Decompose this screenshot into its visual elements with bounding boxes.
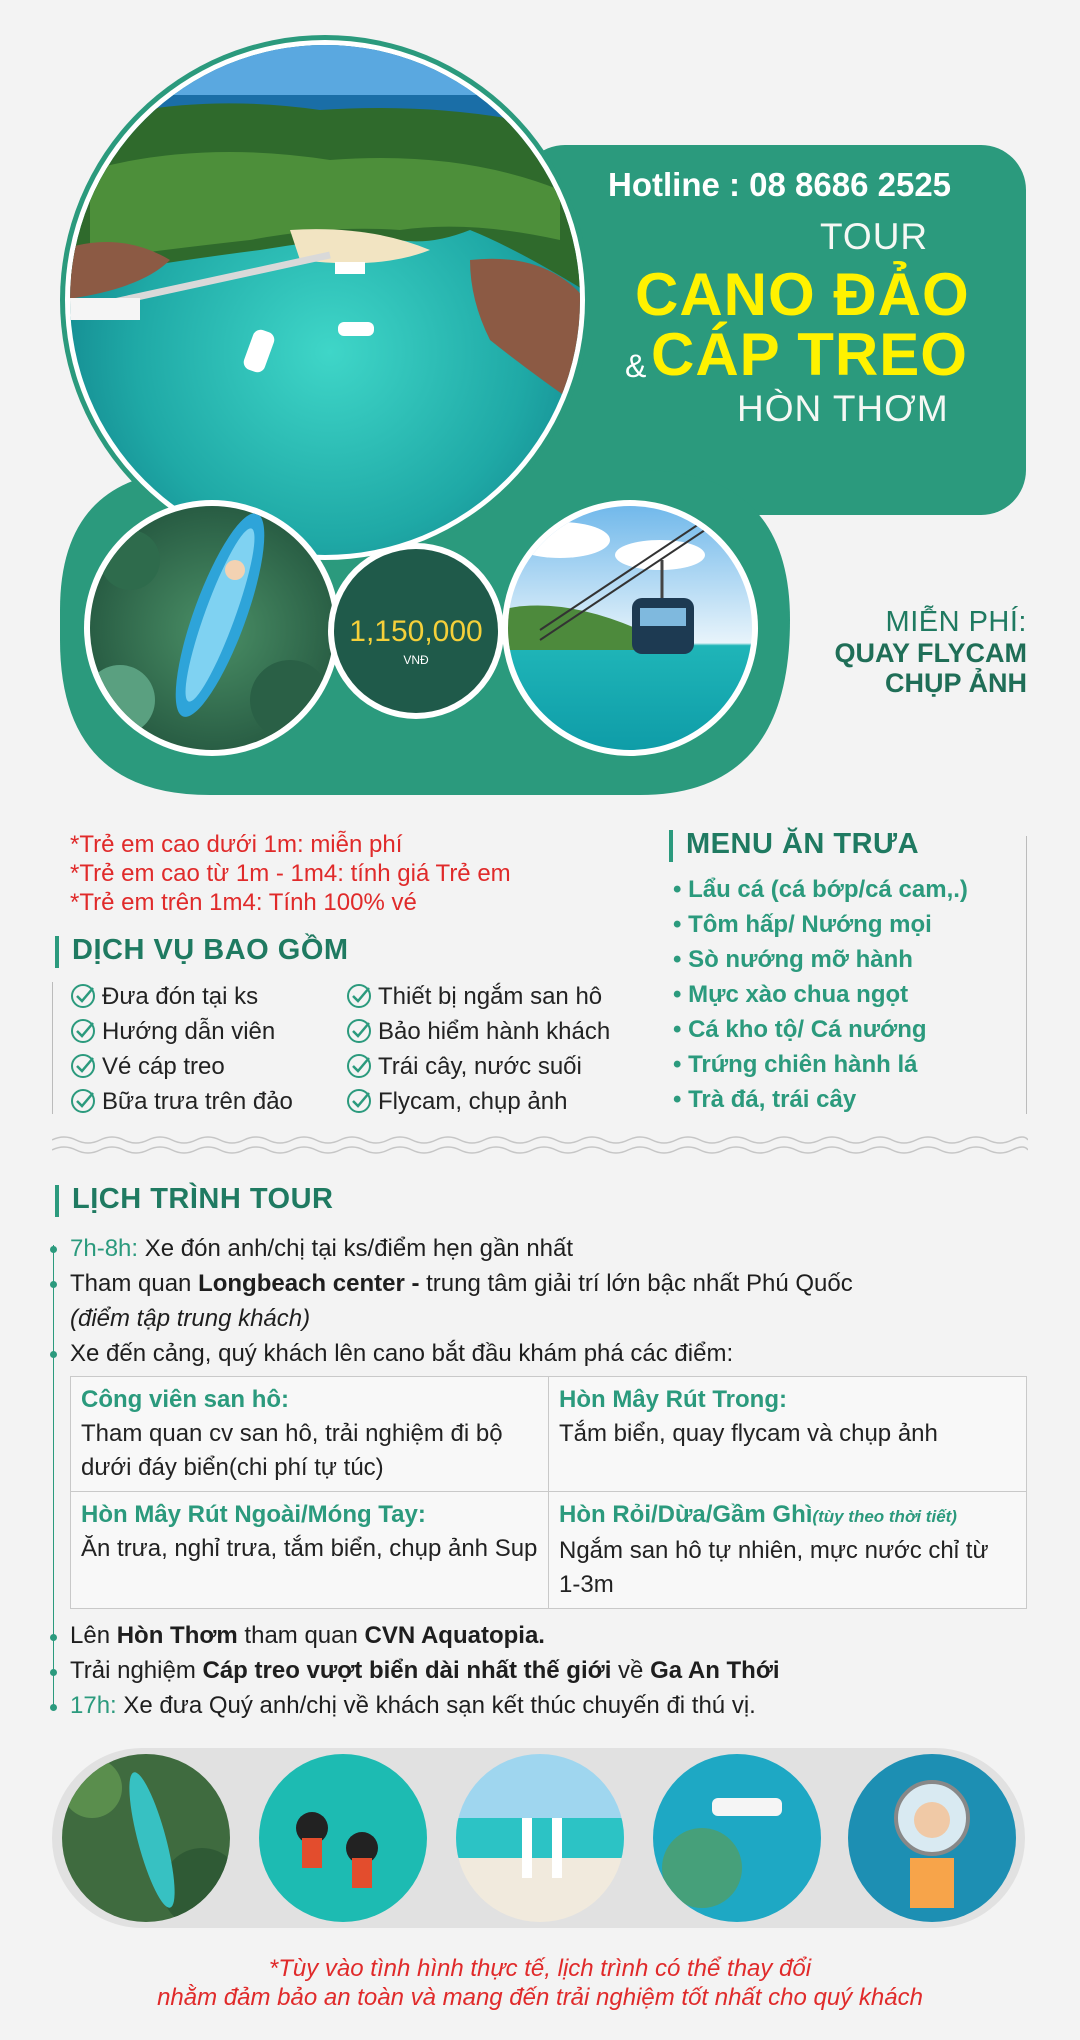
service-label: Flycam, chụp ảnh [378, 1088, 568, 1115]
stop-desc: Tắm biển, quay flycam và chụp ảnh [559, 1420, 938, 1447]
stop-title-text: Hòn Rỏi/Dừa/Gầm Ghì [559, 1501, 813, 1528]
schedule-bold: Ga An Thới [650, 1657, 780, 1684]
service-item [70, 1053, 225, 1081]
schedule-text: Tham quan [70, 1270, 199, 1297]
service-item [346, 1018, 610, 1046]
timeline-dot [50, 1281, 57, 1288]
stop-cell [549, 1377, 1027, 1492]
service-label: Vé cáp treo [102, 1053, 225, 1080]
stop-desc: Tham quan cv san hô, trải nghiệm đi bộ dưới đáy biển(chi phí tự túc) [81, 1420, 503, 1481]
check-icon [346, 1088, 372, 1114]
check-icon [346, 983, 372, 1009]
service-item [70, 1088, 293, 1116]
schedule-time: 17h: [70, 1692, 117, 1719]
service-item [70, 1018, 275, 1046]
price-currency: VNĐ [403, 653, 429, 667]
price-block [330, 545, 502, 717]
menu-item: • Tôm hấp/ Nướng mọi [673, 911, 932, 938]
schedule-item [70, 1692, 756, 1720]
schedule-item: Xe đến cảng, quý khách lên cano bắt đầu khám phá các điểm: [70, 1340, 734, 1367]
divider [1026, 836, 1027, 1114]
photo-snorkel [252, 1748, 442, 1928]
service-item [70, 983, 258, 1011]
schedule-heading: LỊCH TRÌNH TOUR [72, 1183, 334, 1215]
menu-item: • Mực xào chua ngọt [673, 981, 909, 1008]
schedule-text: Trải nghiệm [70, 1657, 203, 1684]
service-label: Thiết bị ngắm san hô [378, 983, 603, 1010]
child-note-3: *Trẻ em trên 1m4: Tính 100% vé [70, 889, 417, 916]
stop-title: Hòn Mây Rút Trong: [559, 1386, 787, 1413]
photo-sup [52, 1748, 242, 1928]
service-label: Đưa đón tại ks [102, 983, 259, 1010]
schedule-item [70, 1235, 573, 1263]
schedule-time: 7h-8h: [70, 1235, 139, 1262]
check-icon [70, 1018, 96, 1044]
schedule-bold: Hòn Thơm [116, 1622, 238, 1649]
price-value: 1,150,000 [349, 615, 483, 648]
schedule-item [70, 1657, 780, 1685]
service-label: Bảo hiểm hành khách [378, 1018, 611, 1045]
service-item [346, 1053, 582, 1081]
schedule-text: Xe đón anh/chị tại ks/điểm hẹn gần nhất [138, 1235, 574, 1262]
schedule-text: Xe đưa Quý anh/chị về khách sạn kết thúc chuyến đi thú vị. [116, 1692, 756, 1719]
service-label: Trái cây, nước suối [378, 1053, 582, 1080]
photo-beach [452, 1748, 642, 1928]
check-icon [70, 1053, 96, 1079]
schedule-bold: Cáp treo vượt biển dài nhất thế giới [202, 1657, 612, 1684]
wave-divider [52, 1132, 1028, 1158]
stops-table [70, 1376, 1027, 1609]
stop-cell [71, 1492, 549, 1609]
check-icon [70, 1088, 96, 1114]
schedule-text: Lên [70, 1622, 117, 1649]
free-label: MIỄN PHÍ: [885, 606, 1027, 638]
stop-cell [71, 1377, 549, 1492]
service-label: Hướng dẫn viên [102, 1018, 276, 1045]
stop-weather-note: (tùy theo thời tiết) [812, 1507, 957, 1526]
schedule-text: trung tâm giải trí lớn bậc nhất Phú Quốc [419, 1270, 853, 1297]
schedule-subnote: (điểm tập trung khách) [70, 1305, 311, 1332]
title-line-1: CANO ĐẢO [635, 261, 970, 328]
schedule-item [70, 1622, 545, 1650]
stop-cell [549, 1492, 1027, 1609]
timeline-dot [50, 1704, 57, 1711]
service-item [346, 1088, 567, 1116]
schedule-bold: Longbeach center - [198, 1270, 420, 1297]
divider [52, 982, 53, 1114]
service-label: Bữa trưa trên đảo [102, 1088, 293, 1115]
footer-note-1: *Tùy vào tình hình thực tế, lịch trình có thể thay đổi [268, 1955, 812, 1982]
check-icon [346, 1018, 372, 1044]
stop-desc: Ăn trưa, nghỉ trưa, tắm biển, chụp ảnh Sup [81, 1535, 538, 1562]
check-icon [70, 983, 96, 1009]
photo-seawalk [842, 1748, 1025, 1928]
timeline-dot [50, 1634, 57, 1641]
free-item-photo: CHỤP ẢNH [884, 668, 1027, 698]
check-icon [346, 1053, 372, 1079]
stop-title: Công viên san hô: [81, 1386, 290, 1413]
timeline-dot [50, 1246, 57, 1253]
menu-item: • Sò nướng mỡ hành [673, 946, 913, 973]
menu-item: • Cá kho tộ/ Cá nướng [673, 1016, 927, 1043]
photo-cano [647, 1748, 837, 1928]
footer-note-2: nhằm đảm bảo an toàn và mang đến trải nghiệm tốt nhất cho quý khách [157, 1984, 923, 2011]
schedule-item [70, 1270, 853, 1298]
child-note-2: *Trẻ em cao từ 1m - 1m4: tính giá Trẻ em [70, 860, 511, 887]
child-note-1: *Trẻ em cao dưới 1m: miễn phí [70, 831, 403, 858]
tour-label: TOUR [820, 216, 929, 257]
menu-item: • Lẩu cá (cá bớp/cá cam,.) [673, 876, 968, 903]
timeline-dot [50, 1669, 57, 1676]
title-ampersand: & [625, 348, 647, 384]
stop-title [559, 1498, 1016, 1534]
services-heading: DỊCH VỤ BAO GỒM [72, 934, 349, 966]
schedule-text: tham quan [237, 1622, 365, 1649]
menu-item: • Trứng chiên hành lá [673, 1051, 918, 1078]
title-line-2: CÁP TREO [651, 321, 968, 388]
menu-item: • Trà đá, trái cây [673, 1086, 857, 1113]
hotline[interactable]: Hotline : 08 8686 2525 [608, 166, 952, 203]
stop-title: Hòn Mây Rút Ngoài/Móng Tay: [81, 1501, 426, 1528]
schedule-text: về [611, 1657, 651, 1684]
schedule-bold: CVN Aquatopia. [364, 1622, 545, 1649]
subtitle: HÒN THƠM [737, 388, 949, 429]
timeline-dot [50, 1351, 57, 1358]
stop-desc: Ngắm san hô tự nhiên, mực nước chỉ từ 1-3m [559, 1537, 989, 1598]
service-item [346, 983, 602, 1011]
free-item-flycam: QUAY FLYCAM [834, 638, 1027, 668]
photo-strip-images [52, 1748, 1025, 1928]
menu-heading: MENU ĂN TRƯA [686, 828, 920, 860]
